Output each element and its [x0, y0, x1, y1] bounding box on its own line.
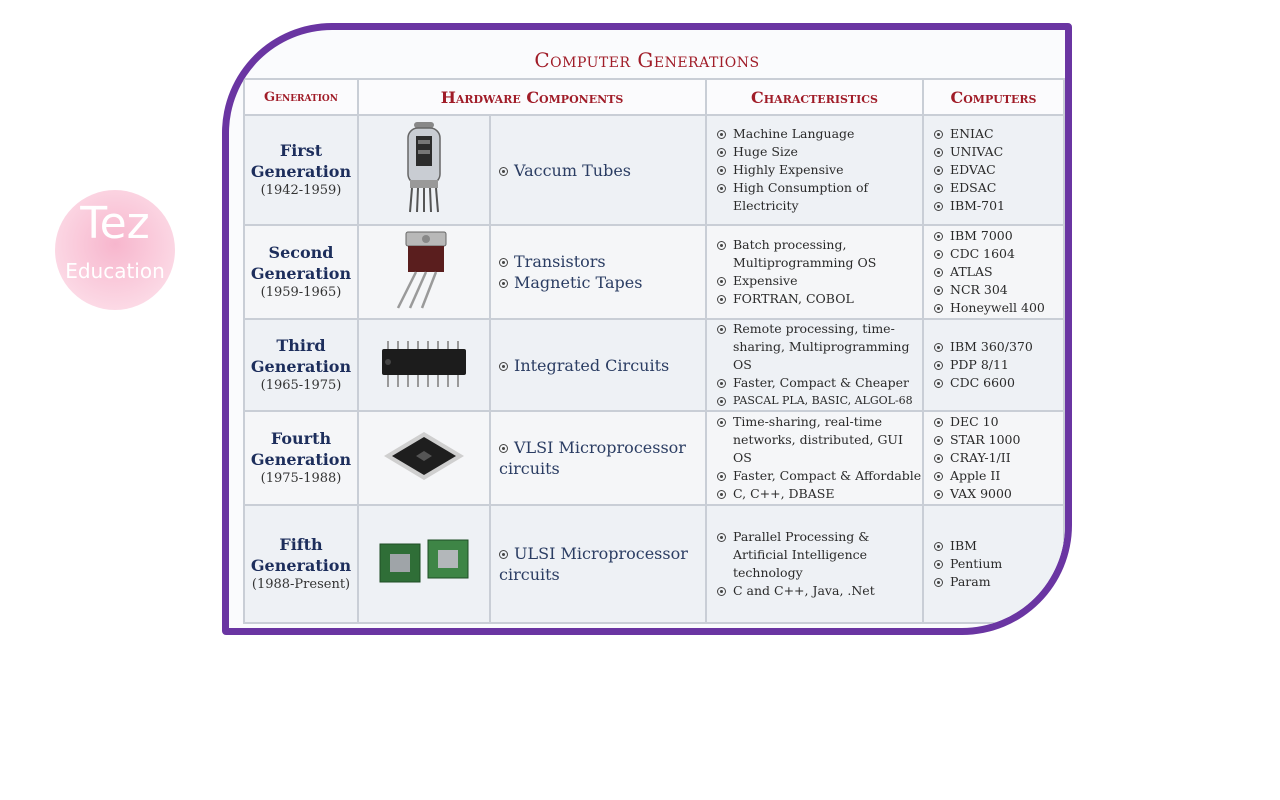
computer-item: CDC 6600 [934, 374, 1063, 392]
bullet-icon [717, 397, 726, 406]
bullet-icon [934, 232, 943, 241]
computer-item: IBM 7000 [934, 227, 1063, 245]
generation-cell: Fourth Generation (1975-1988) [244, 411, 358, 505]
bullet-icon [717, 166, 726, 175]
computer-item: UNIVAC [934, 143, 1063, 161]
computer-item: Param [934, 573, 1063, 591]
characteristic-item: Remote processing, time-sharing, Multiprogramming OS [717, 320, 922, 374]
bullet-icon [934, 578, 943, 587]
header-computers: Computers [923, 79, 1064, 115]
characteristics-cell [706, 319, 923, 411]
bullet-icon [717, 295, 726, 304]
ulsi-chip-image [358, 505, 490, 623]
generation-cell: Fifth Generation (1988-Present) [244, 505, 358, 623]
page-title: Computer Generations [534, 48, 760, 72]
computers-cell [923, 115, 1064, 225]
computers-cell [923, 225, 1064, 319]
bullet-icon [934, 454, 943, 463]
bullet-icon [499, 444, 508, 453]
characteristics-cell [706, 505, 923, 623]
bullet-icon [717, 277, 726, 286]
bullet-icon [934, 268, 943, 277]
watermark-text: Tez [80, 198, 150, 249]
bullet-icon [934, 286, 943, 295]
computer-item: IBM-701 [934, 197, 1063, 215]
table-row [244, 411, 1064, 505]
characteristics-cell [706, 411, 923, 505]
characteristics-cell [706, 115, 923, 225]
characteristic-item: Highly Expensive [717, 161, 922, 179]
computer-item: EDVAC [934, 161, 1063, 179]
bullet-icon [717, 533, 726, 542]
computer-item: Pentium [934, 555, 1063, 573]
hardware-cell [490, 115, 706, 225]
hardware-item: VLSI Microprocessor circuits [499, 438, 686, 478]
computers-cell [923, 505, 1064, 623]
table-row [244, 319, 1064, 411]
characteristic-item: High Consumption of Electricity [717, 179, 922, 215]
hardware-item: Magnetic Tapes [499, 272, 705, 293]
bullet-icon [499, 362, 508, 371]
bullet-icon [934, 202, 943, 211]
bullet-icon [499, 550, 508, 559]
computers-cell [923, 319, 1064, 411]
characteristic-item: C and C++, Java, .Net [717, 582, 922, 600]
computer-item: IBM 360/370 [934, 338, 1063, 356]
bullet-icon [499, 167, 508, 176]
bullet-icon [717, 130, 726, 139]
generations-card [222, 23, 1072, 635]
bullet-icon [717, 418, 726, 427]
computer-item: CDC 1604 [934, 245, 1063, 263]
bullet-icon [934, 166, 943, 175]
bullet-icon [934, 148, 943, 157]
hardware-cell [490, 225, 706, 319]
bullet-icon [934, 130, 943, 139]
vlsi-chip-image [358, 411, 490, 505]
bullet-icon [499, 258, 508, 267]
characteristic-item: Machine Language [717, 125, 922, 143]
hardware-cell [490, 505, 706, 623]
computer-item: IBM [934, 537, 1063, 555]
characteristic-item: Parallel Processing & Artificial Intelligence technology [717, 528, 922, 582]
bullet-icon [934, 250, 943, 259]
hardware-item: ULSI Microprocessor circuits [499, 544, 688, 584]
characteristic-item: Faster, Compact & Affordable [717, 467, 922, 485]
bullet-icon [717, 148, 726, 157]
bullet-icon [934, 361, 943, 370]
bullet-icon [934, 418, 943, 427]
computer-item: Apple II [934, 467, 1063, 485]
characteristic-item: PASCAL PLA, BASIC, ALGOL-68 [717, 392, 922, 410]
bullet-icon [934, 304, 943, 313]
bullet-icon [934, 560, 943, 569]
bullet-icon [717, 184, 726, 193]
bullet-icon [934, 472, 943, 481]
characteristic-item: Faster, Compact & Cheaper [717, 374, 922, 392]
computer-item: NCR 304 [934, 281, 1063, 299]
integrated-circuit-image [358, 319, 490, 411]
hardware-item: Vaccum Tubes [499, 160, 705, 181]
hardware-item: Integrated Circuits [499, 355, 705, 376]
bullet-icon [934, 184, 943, 193]
computer-item: VAX 9000 [934, 485, 1063, 503]
bullet-icon [934, 379, 943, 388]
hardware-item: Transistors [499, 251, 705, 272]
bullet-icon [934, 343, 943, 352]
characteristics-cell [706, 225, 923, 319]
generations-table [243, 78, 1065, 624]
bullet-icon [934, 490, 943, 499]
characteristic-item: Batch processing, Multiprogramming OS [717, 236, 922, 272]
watermark-logo [55, 190, 175, 310]
bullet-icon [717, 325, 726, 334]
generation-cell: First Generation (1942-1959) [244, 115, 358, 225]
bullet-icon [717, 490, 726, 499]
vacuum-tube-image [358, 115, 490, 225]
computer-item: Honeywell 400 [934, 299, 1063, 317]
header-characteristics: Characteristics [706, 79, 923, 115]
characteristic-item: C, C++, DBASE [717, 485, 922, 503]
table-row [244, 115, 1064, 225]
computers-cell [923, 411, 1064, 505]
characteristic-item: Time-sharing, real-time networks, distributed, GUI OS [717, 413, 922, 467]
header-hardware: Hardware Components [358, 79, 706, 115]
bullet-icon [499, 279, 508, 288]
computer-item: DEC 10 [934, 413, 1063, 431]
transistor-image [358, 225, 490, 319]
bullet-icon [717, 241, 726, 250]
header-row [244, 79, 1064, 115]
bullet-icon [934, 542, 943, 551]
header-generation: Generation [244, 79, 358, 115]
bullet-icon [717, 587, 726, 596]
computer-item: PDP 8/11 [934, 356, 1063, 374]
computer-item: CRAY-1/II [934, 449, 1063, 467]
computer-item: EDSAC [934, 179, 1063, 197]
characteristic-item: FORTRAN, COBOL [717, 290, 922, 308]
watermark-subtext: Education [65, 259, 165, 283]
characteristic-item: Huge Size [717, 143, 922, 161]
bullet-icon [717, 379, 726, 388]
bullet-icon [717, 472, 726, 481]
generation-cell: Second Generation (1959-1965) [244, 225, 358, 319]
generation-cell: Third Generation (1965-1975) [244, 319, 358, 411]
characteristic-item: Expensive [717, 272, 922, 290]
hardware-cell [490, 319, 706, 411]
hardware-cell [490, 411, 706, 505]
table-row [244, 225, 1064, 319]
computer-item: STAR 1000 [934, 431, 1063, 449]
table-row [244, 505, 1064, 623]
bullet-icon [934, 436, 943, 445]
computer-item: ENIAC [934, 125, 1063, 143]
computer-item: ATLAS [934, 263, 1063, 281]
